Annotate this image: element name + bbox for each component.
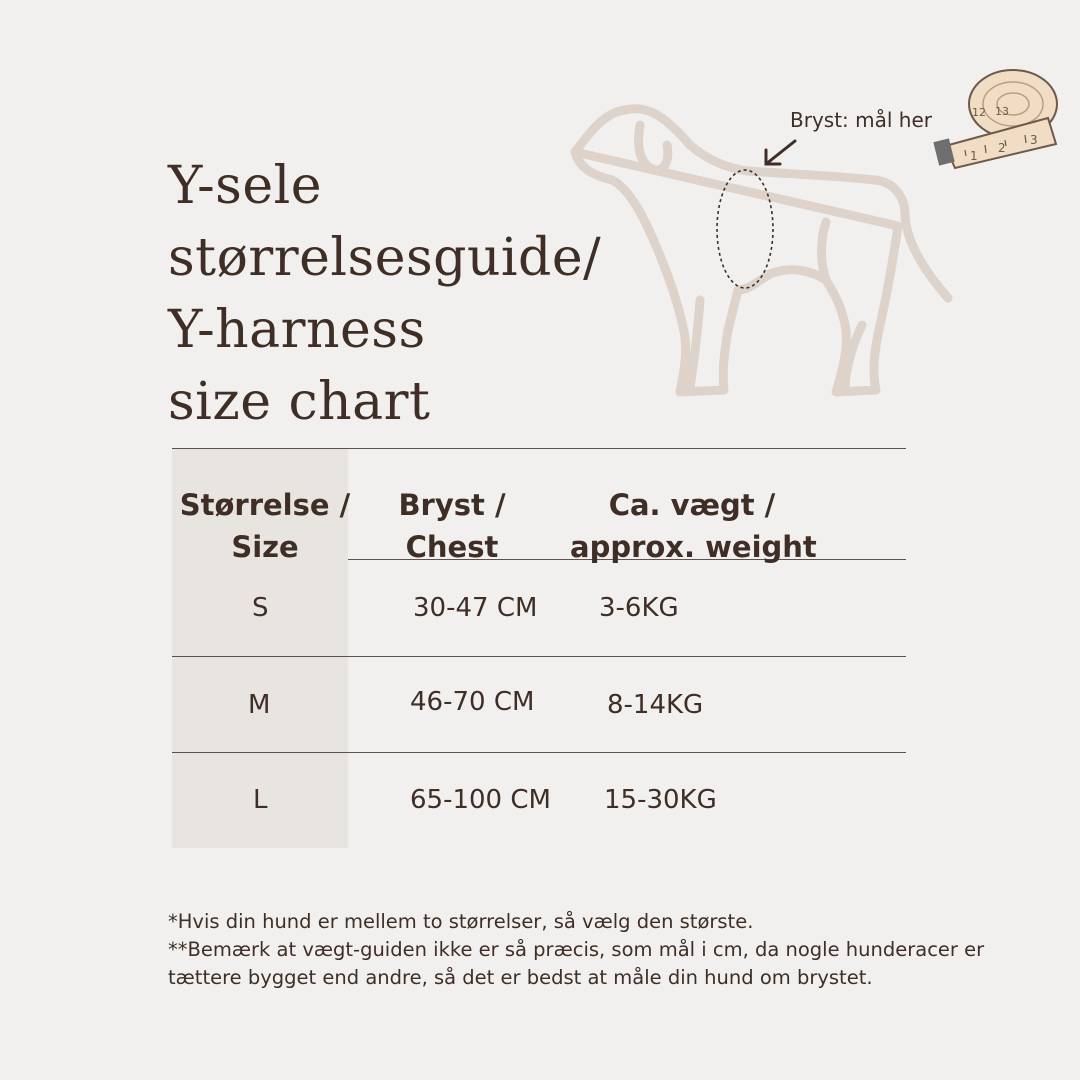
table-divider — [172, 752, 906, 753]
row-m-weight: 8-14KG — [607, 690, 704, 720]
footnote-2: **Bemærk at vægt-guiden ikke er så præcis, som mål i cm, da nogle hunderacer er tættere bygget end andre, så det er bedst at måle din hund om brystet. — [168, 938, 985, 989]
header-weight-line1: Ca. vægt / — [608, 488, 776, 522]
row-l-weight: 15-30KG — [604, 785, 717, 815]
header-chest-line1: Bryst / — [398, 488, 506, 522]
row-l-size: L — [253, 785, 268, 815]
header-chest-line2: Chest — [405, 530, 499, 564]
footnotes — [168, 908, 1028, 992]
dog-outline-icon — [575, 109, 948, 392]
chest-measure-label: Bryst: mål her — [790, 108, 932, 132]
title-line-2: størrelsesguide/ — [168, 228, 602, 288]
row-l-chest: 65-100 CM — [410, 785, 551, 815]
row-s-chest: 30-47 CM — [413, 593, 538, 623]
tape-number-2: 2 — [998, 141, 1006, 155]
row-m-chest: 46-70 CM — [410, 687, 535, 717]
header-size-line2: Size — [231, 530, 299, 564]
tape-number-12: 12 — [972, 106, 986, 119]
header-size-line1: Størrelse / — [179, 488, 351, 522]
row-m-size: M — [248, 690, 271, 720]
row-s-weight: 3-6KG — [599, 593, 679, 623]
tape-number-3: 3 — [1030, 133, 1038, 147]
title-line-3: Y-harness — [168, 300, 426, 360]
measuring-tape-icon — [933, 70, 1057, 168]
tape-number-1: 1 — [970, 149, 978, 163]
header-chest — [382, 484, 522, 568]
table-divider — [172, 448, 906, 449]
page-title — [168, 150, 601, 438]
header-weight — [570, 484, 817, 568]
row-s-size: S — [252, 593, 269, 623]
header-weight-line2: approx. weight — [570, 530, 817, 564]
title-line-4: size chart — [168, 372, 431, 432]
title-line-1: Y-sele — [168, 156, 323, 216]
arrow-icon — [766, 141, 795, 164]
size-table — [172, 448, 906, 848]
table-divider — [172, 656, 906, 657]
footnote-1: *Hvis din hund er mellem to størrelser, så vælg den største. — [168, 910, 754, 933]
tape-number-13: 13 — [995, 105, 1009, 118]
header-size — [172, 484, 358, 568]
